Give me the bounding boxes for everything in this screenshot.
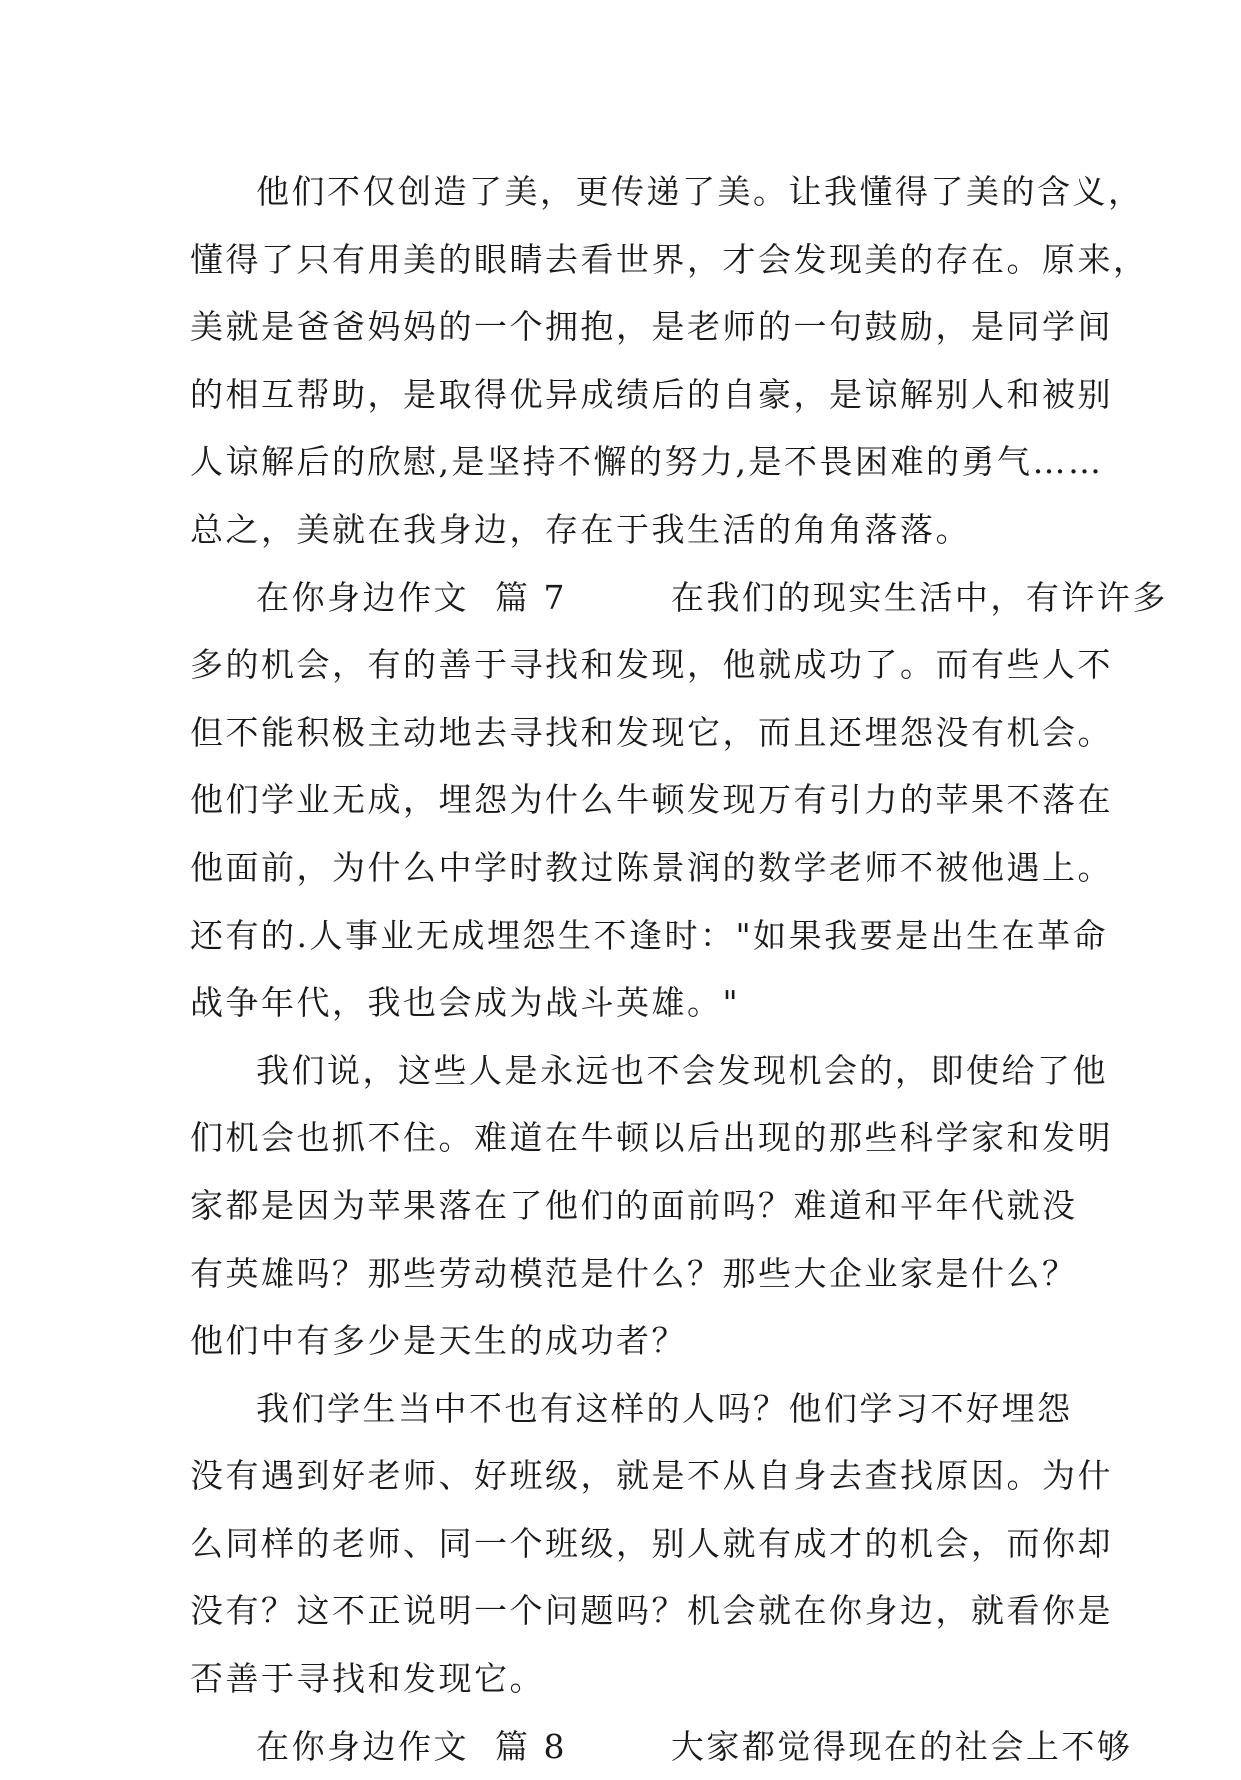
- paragraph-line: 他们学业无成，埋怨为什么牛顿发现万有引力的苹果不落在: [190, 780, 1113, 820]
- paragraph-line: 没有遇到好老师、好班级，就是不从自身去查找原因。为什: [190, 1456, 1113, 1496]
- paragraph-line: 们机会也抓不住。难道在牛顿以后出现的那些科学家和发明: [190, 1118, 1113, 1158]
- paragraph-line: 他们中有多少是天生的成功者？: [190, 1321, 687, 1361]
- section-heading-line: 在你身边作文 篇 8 大家都觉得现在的社会上不够: [256, 1726, 1133, 1766]
- paragraph-line: 多的机会，有的善于寻找和发现，他就成功了。而有些人不: [190, 645, 1113, 685]
- paragraph-line: 我们说，这些人是永远也不会发现机会的，即使给了他: [256, 1050, 1108, 1090]
- paragraph-line: 他们不仅创造了美，更传递了美。让我懂得了美的含义，: [256, 172, 1144, 211]
- paragraph-line: 有英雄吗？那些劳动模范是什么？那些大企业家是什么？: [190, 1253, 1078, 1293]
- paragraph-line: 没有？这不正说明一个问题吗？机会就在你身边，就看你是: [190, 1591, 1113, 1631]
- paragraph-line: 还有的.人事业无成埋怨生不逢时："如果我要是出生在革命: [190, 915, 1109, 955]
- paragraph-line: 美就是爸爸妈妈的一个拥抱，是老师的一句鼓励，是同学间: [190, 307, 1113, 347]
- paragraph-line: 我们学生当中不也有这样的人吗？他们学习不好埋怨: [256, 1388, 1073, 1428]
- paragraph-line: 总之，美就在我身边，存在于我生活的角角落落。: [190, 509, 971, 549]
- essay-text: [190, 158, 1168, 1780]
- paragraph-line: 人谅解后的欣慰,是坚持不懈的努力,是不畏困难的勇气……: [190, 442, 1104, 482]
- paragraph-line: 他面前，为什么中学时教过陈景润的数学老师不被他遇上。: [190, 847, 1113, 887]
- paragraph-line: 否善于寻找和发现它。: [190, 1659, 545, 1699]
- section-heading-line: 在你身边作文 篇 7 在我们的现实生活中，有许许多: [256, 577, 1168, 617]
- paragraph-line: 的相互帮助，是取得优异成绩后的自豪，是谅解别人和被别: [190, 374, 1113, 414]
- paragraph-line: 但不能积极主动地去寻找和发现它，而且还埋怨没有机会。: [190, 712, 1113, 752]
- paragraph-line: 战争年代，我也会成为战斗英雄。": [190, 983, 741, 1023]
- paragraph-line: 么同样的老师、同一个班级，别人就有成才的机会，而你却: [190, 1523, 1113, 1563]
- paragraph-line: 懂得了只有用美的眼睛去看世界，才会发现美的存在。原来，: [190, 239, 1149, 279]
- paragraph-line: 家都是因为苹果落在了他们的面前吗？难道和平年代就没: [190, 1185, 1078, 1225]
